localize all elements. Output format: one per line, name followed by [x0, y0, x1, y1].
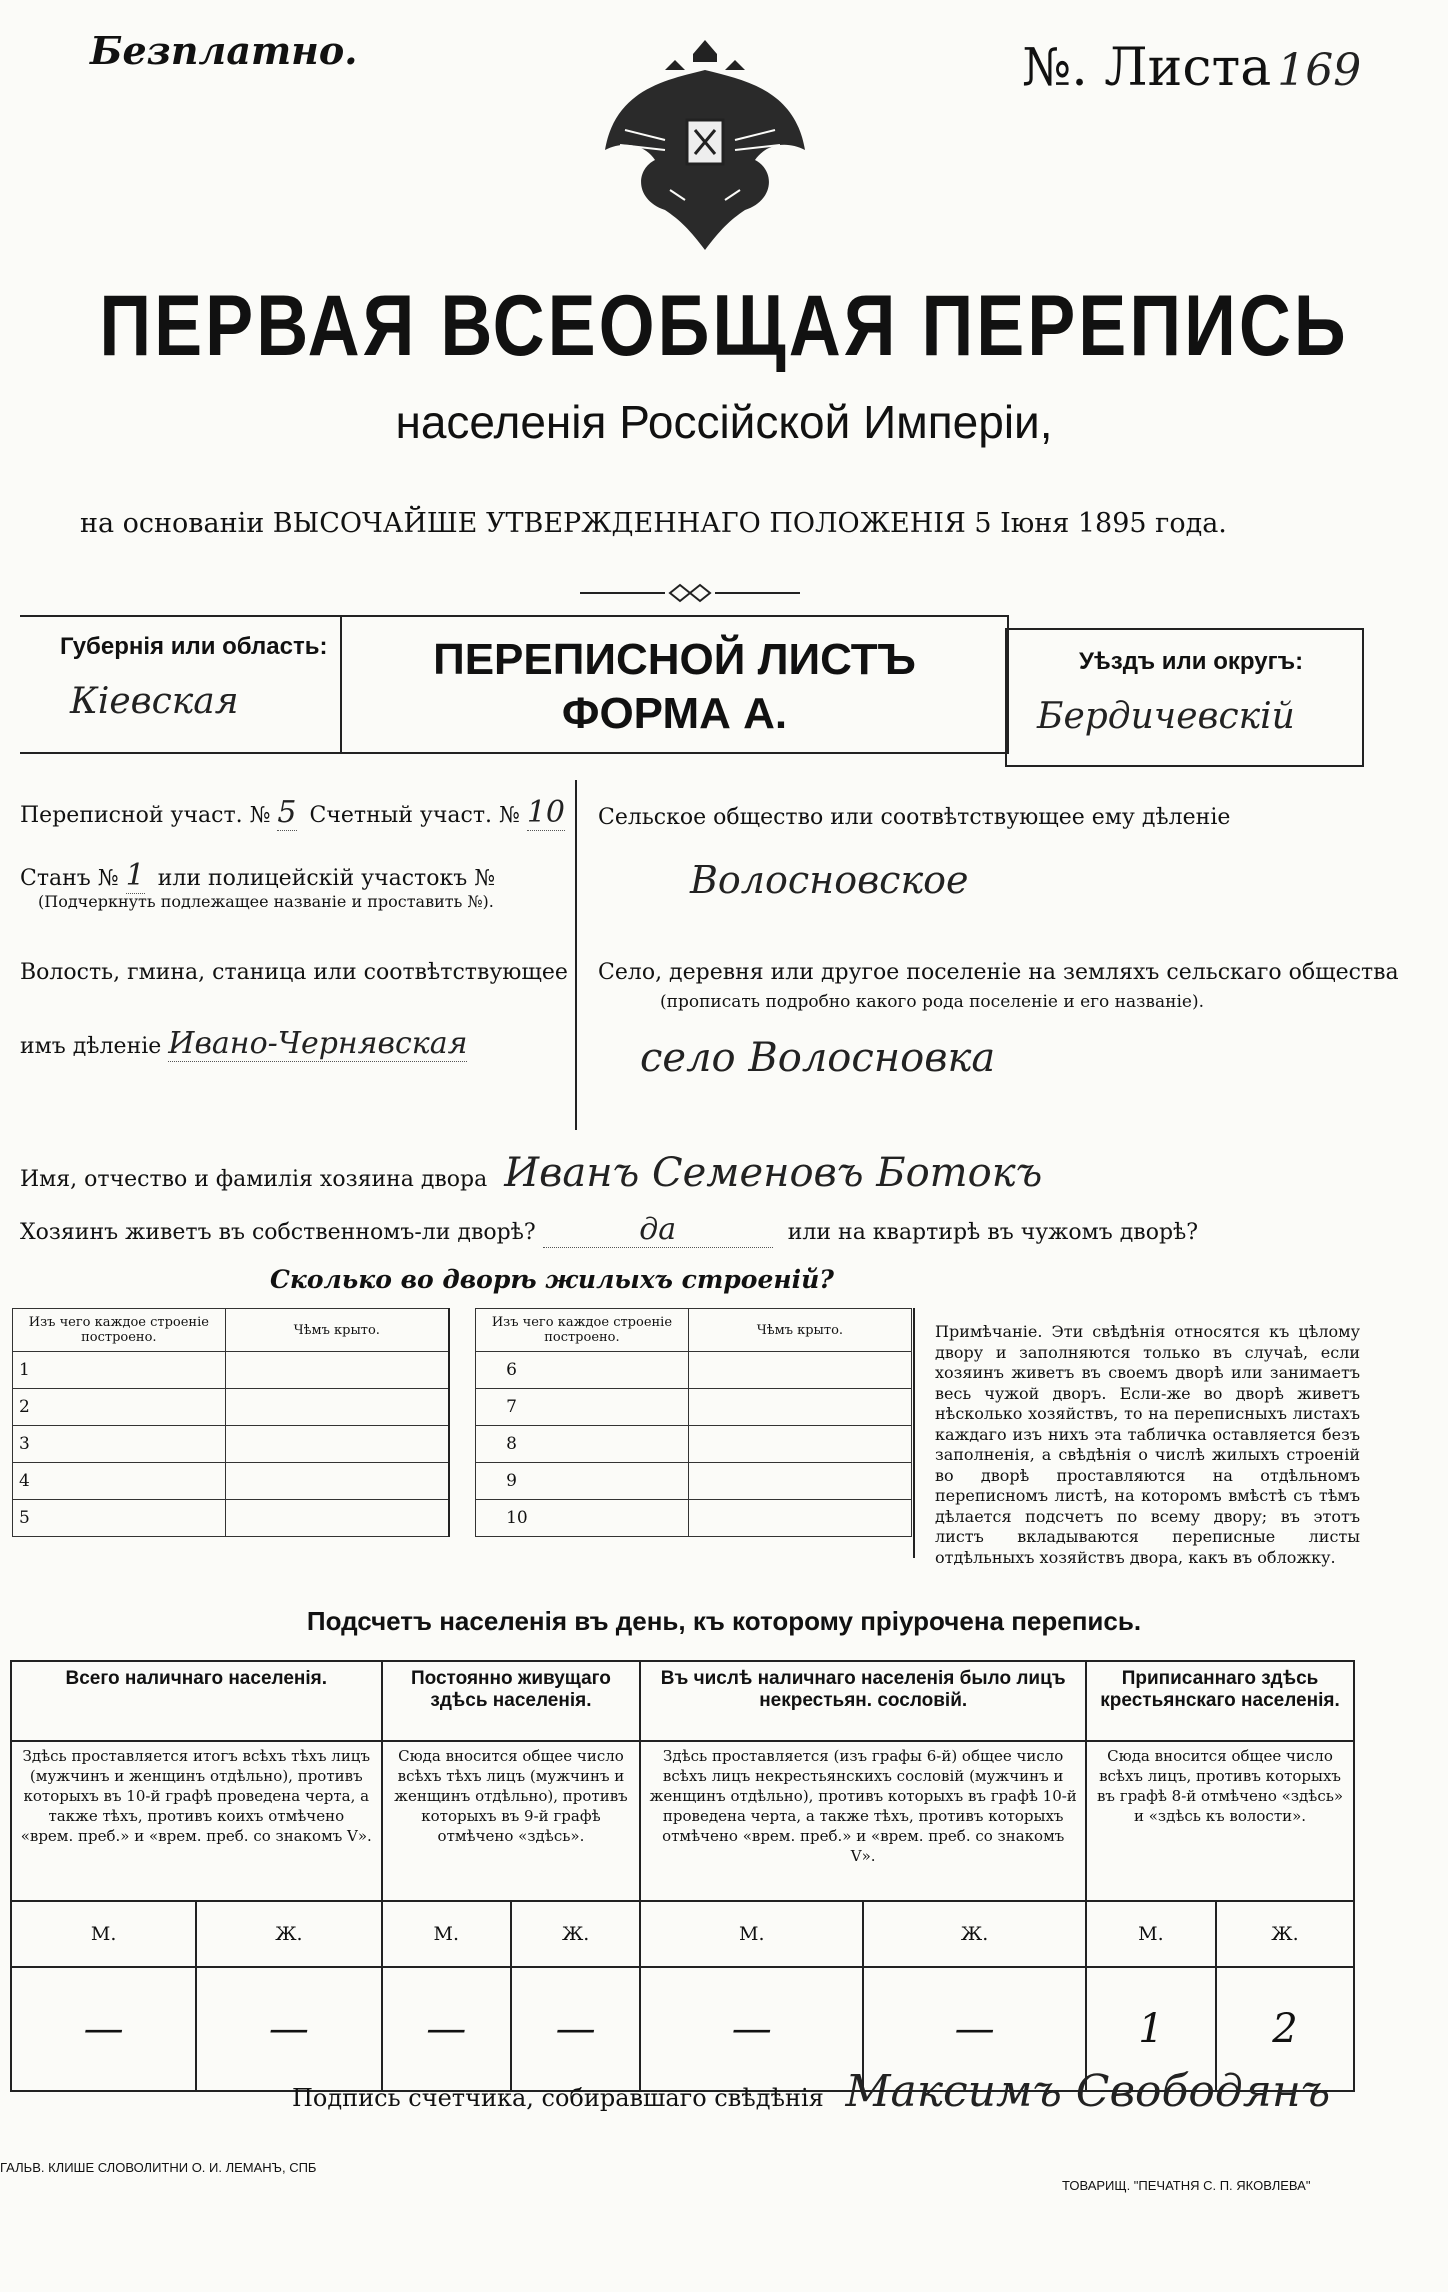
- population-table: [10, 1660, 1355, 2092]
- col-nonpeasant-desc: Здѣсь проставляется (изъ графы 6-й) общее число всѣхъ лицъ некрестьянскихъ сословій (мужчинъ и женщинъ отдѣльно), противъ которыхъ въ графѣ 10-й проведена черта, а также тѣхъ, противъ которыхъ отмѣчено «врем. преб.» и «врем. преб. со знакомъ V».: [640, 1741, 1086, 1901]
- table-note-divider: [913, 1308, 915, 1558]
- roof-cell[interactable]: [688, 1426, 911, 1463]
- census-section-field: [20, 795, 565, 830]
- roof-cell[interactable]: [225, 1463, 449, 1500]
- roof-cell[interactable]: [225, 1352, 449, 1389]
- ornament-divider: [580, 582, 800, 604]
- permanent-male-value[interactable]: —: [382, 1967, 511, 2091]
- col-nonpeasant-header: Въ числѣ наличнаго населенія было лицъ некрестьян. сословій.: [640, 1661, 1086, 1741]
- page-title: ПЕРВАЯ ВСЕОБЩАЯ ПЕРЕПИСЬ: [99, 278, 1349, 374]
- basis-line: на основаніи ВЫСОЧАЙШЕ УТВЕРЖДЕННАГО ПОЛОЖЕНІЯ 5 Іюня 1895 года.: [80, 508, 1227, 539]
- sheet-number-value: 169: [1277, 45, 1362, 96]
- male-header: М.: [382, 1901, 511, 1967]
- stan-field: [20, 858, 495, 893]
- sheet-number-label: №. Листа: [1022, 38, 1272, 98]
- row-number: 5: [13, 1500, 226, 1537]
- peasant-male-value[interactable]: 1: [1086, 1967, 1216, 2091]
- volost-value: Ивано-Чернявская: [168, 1026, 468, 1061]
- village-note: (прописать подробно какого рода поселеніе и его названіе).: [660, 992, 1204, 1012]
- row-number: 8: [476, 1426, 689, 1463]
- female-header: Ж.: [863, 1901, 1086, 1967]
- permanent-female-value[interactable]: —: [511, 1967, 640, 2091]
- census-section-value: 5: [277, 795, 297, 830]
- underline-note: (Подчеркнуть подлежащее названіе и проставить №).: [38, 892, 494, 911]
- roof-cell[interactable]: [688, 1463, 911, 1500]
- free-label: Безплатно.: [90, 28, 358, 73]
- province-value: Кіевская: [70, 681, 239, 722]
- district-box: [1005, 628, 1364, 767]
- roof-cell[interactable]: [225, 1426, 449, 1463]
- row-number: 4: [13, 1463, 226, 1500]
- volost-label-2: имъ дѣленіе: [20, 1034, 162, 1059]
- signature-value: Максимъ Свободянъ: [845, 2066, 1331, 2117]
- population-title: Подсчетъ населенія въ день, къ которому пріурочена перепись.: [306, 1606, 1142, 1636]
- volost-label: Волость, гмина, станица или соотвѣтствующее: [20, 960, 568, 985]
- signature-label: Подпись счетчика, собиравшаго свѣдѣнія: [292, 2084, 824, 2112]
- district-label: Уѣздъ или округъ:: [1079, 648, 1304, 675]
- peasant-female-value[interactable]: 2: [1216, 1967, 1354, 2091]
- col-peasant-desc: Сюда вносится общее число всѣхъ лицъ, противъ которыхъ въ графѣ 8-й отмѣчено «здѣсь» и «здѣсь къ волости».: [1086, 1741, 1354, 1901]
- row-number: 7: [476, 1389, 689, 1426]
- own-yard-label: Хозяинъ живетъ въ собственномъ-ли дворѣ?: [20, 1220, 536, 1245]
- buildings-table: [12, 1308, 912, 1537]
- female-header: Ж.: [196, 1901, 381, 1967]
- col-material-header-2: Изъ чего каждое строеніе построено.: [476, 1309, 689, 1352]
- police-label: или полицейскій участокъ №: [157, 866, 496, 891]
- owner-label: Имя, отчество и фамилія хозяина двора: [20, 1167, 488, 1192]
- society-label: Сельское общество или соотвѣтствующее ему дѣленіе: [598, 805, 1231, 830]
- col-roof-header-2: Чѣмъ крыто.: [688, 1309, 911, 1352]
- col-permanent-desc: Сюда вносится общее число всѣхъ тѣхъ лицъ (мужчинъ и женщинъ отдѣльно), противъ которыхъ въ 9-й графѣ отмѣчено «здѣсь».: [382, 1741, 641, 1901]
- row-number: 2: [13, 1389, 226, 1426]
- volost-field: [20, 1026, 467, 1061]
- province-label: Губернія или область:: [60, 633, 328, 660]
- count-section-label: Счетный участ. №: [309, 803, 520, 828]
- district-value: Бердичевскій: [1037, 696, 1295, 737]
- row-number: 1: [13, 1352, 226, 1389]
- nonpeasant-female-value[interactable]: —: [863, 1967, 1086, 2091]
- column-divider: [575, 780, 577, 1130]
- row-number: 9: [476, 1463, 689, 1500]
- note-text: Примѣчаніе. Эти свѣдѣнія относятся къ цѣлому двору и заполняются только въ случаѣ, если хозяинъ живетъ въ своемъ дворѣ или занимаетъ весь чужой дворъ. Если-же во дворѣ живетъ нѣсколько хозяйствъ, то на переписныхъ листахъ каждаго изъ нихъ эта табличка оставляется безъ заполненія, а свѣдѣнія о числѣ жилыхъ строеній во дворѣ проставляются на отдѣльномъ переписномъ листѣ, на которомъ вмѣстѣ съ тѣмъ дѣлается подсчетъ по всему двору; въ этотъ листъ вкладываются переписные листы отдѣльныхъ хозяйствъ двора, какъ въ обложку.: [935, 1322, 1360, 1567]
- form-title: ПЕРЕПИСНОЙ ЛИСТЪ: [433, 635, 916, 684]
- col-material-header: Изъ чего каждое строеніе построено.: [13, 1309, 226, 1352]
- own-yard-value: да: [543, 1212, 773, 1248]
- total-male-value[interactable]: —: [11, 1967, 196, 2091]
- village-value: село Волосновка: [640, 1035, 996, 1081]
- province-box: [20, 615, 342, 754]
- male-header: М.: [640, 1901, 863, 1967]
- form-title-box: [340, 615, 1009, 754]
- count-section-value: 10: [526, 795, 566, 830]
- roof-cell[interactable]: [688, 1500, 911, 1537]
- printer-right: ТОВАРИЩ. "ПЕЧАТНЯ С. П. ЯКОВЛЕВА": [1062, 2178, 1311, 2193]
- sheet-number: [1022, 38, 1361, 98]
- rent-label: или на квартирѣ въ чужомъ дворѣ?: [787, 1220, 1199, 1245]
- female-header: Ж.: [511, 1901, 640, 1967]
- buildings-label: Сколько во дворѣ жилыхъ строеній?: [270, 1265, 834, 1294]
- row-number: 3: [13, 1426, 226, 1463]
- nonpeasant-male-value[interactable]: —: [640, 1967, 863, 2091]
- roof-cell[interactable]: [225, 1389, 449, 1426]
- total-female-value[interactable]: —: [196, 1967, 381, 2091]
- owner-value: Иванъ Семеновъ Ботокъ: [504, 1150, 1043, 1196]
- col-total-header: Всего наличнаго населенія.: [11, 1661, 382, 1741]
- society-value: Волосновское: [690, 858, 969, 902]
- census-section-label: Переписной участ. №: [20, 803, 271, 828]
- roof-cell[interactable]: [225, 1500, 449, 1537]
- col-total-desc: Здѣсь проставляется итогъ всѣхъ тѣхъ лицъ (мужчинъ и женщинъ отдѣльно), противъ которыхъ въ 10-й графѣ проведена черта, а также тѣхъ, противъ коихъ отмѣчено «врем. преб.» и «врем. преб. со знакомъ V».: [11, 1741, 382, 1901]
- row-number: 10: [476, 1500, 689, 1537]
- stan-value: 1: [125, 858, 145, 893]
- form-subtitle: ФОРМА А.: [561, 689, 788, 738]
- roof-cell[interactable]: [688, 1389, 911, 1426]
- stan-label: Станъ №: [20, 866, 119, 891]
- roof-cell[interactable]: [688, 1352, 911, 1389]
- female-header: Ж.: [1216, 1901, 1354, 1967]
- male-header: М.: [1086, 1901, 1216, 1967]
- col-roof-header: Чѣмъ крыто.: [225, 1309, 449, 1352]
- own-yard-field: [20, 1212, 1198, 1248]
- imperial-eagle-emblem: [595, 20, 815, 260]
- page-subtitle: населенія Россійской Имперіи,: [395, 396, 1053, 448]
- owner-field: [20, 1150, 1042, 1196]
- male-header: М.: [11, 1901, 196, 1967]
- col-peasant-header: Приписаннаго здѣсь крестьянскаго населенія.: [1086, 1661, 1354, 1741]
- printer-left: ГАЛЬВ. КЛИШЕ СЛОВОЛИТНИ О. И. ЛЕМАНЪ, СПБ: [0, 2160, 317, 2175]
- row-number: 6: [476, 1352, 689, 1389]
- village-label: Село, деревня или другое поселеніе на земляхъ сельскаго общества: [598, 960, 1399, 985]
- col-permanent-header: Постоянно живущаго здѣсь населенія.: [382, 1661, 641, 1741]
- signature-field: [292, 2066, 1330, 2117]
